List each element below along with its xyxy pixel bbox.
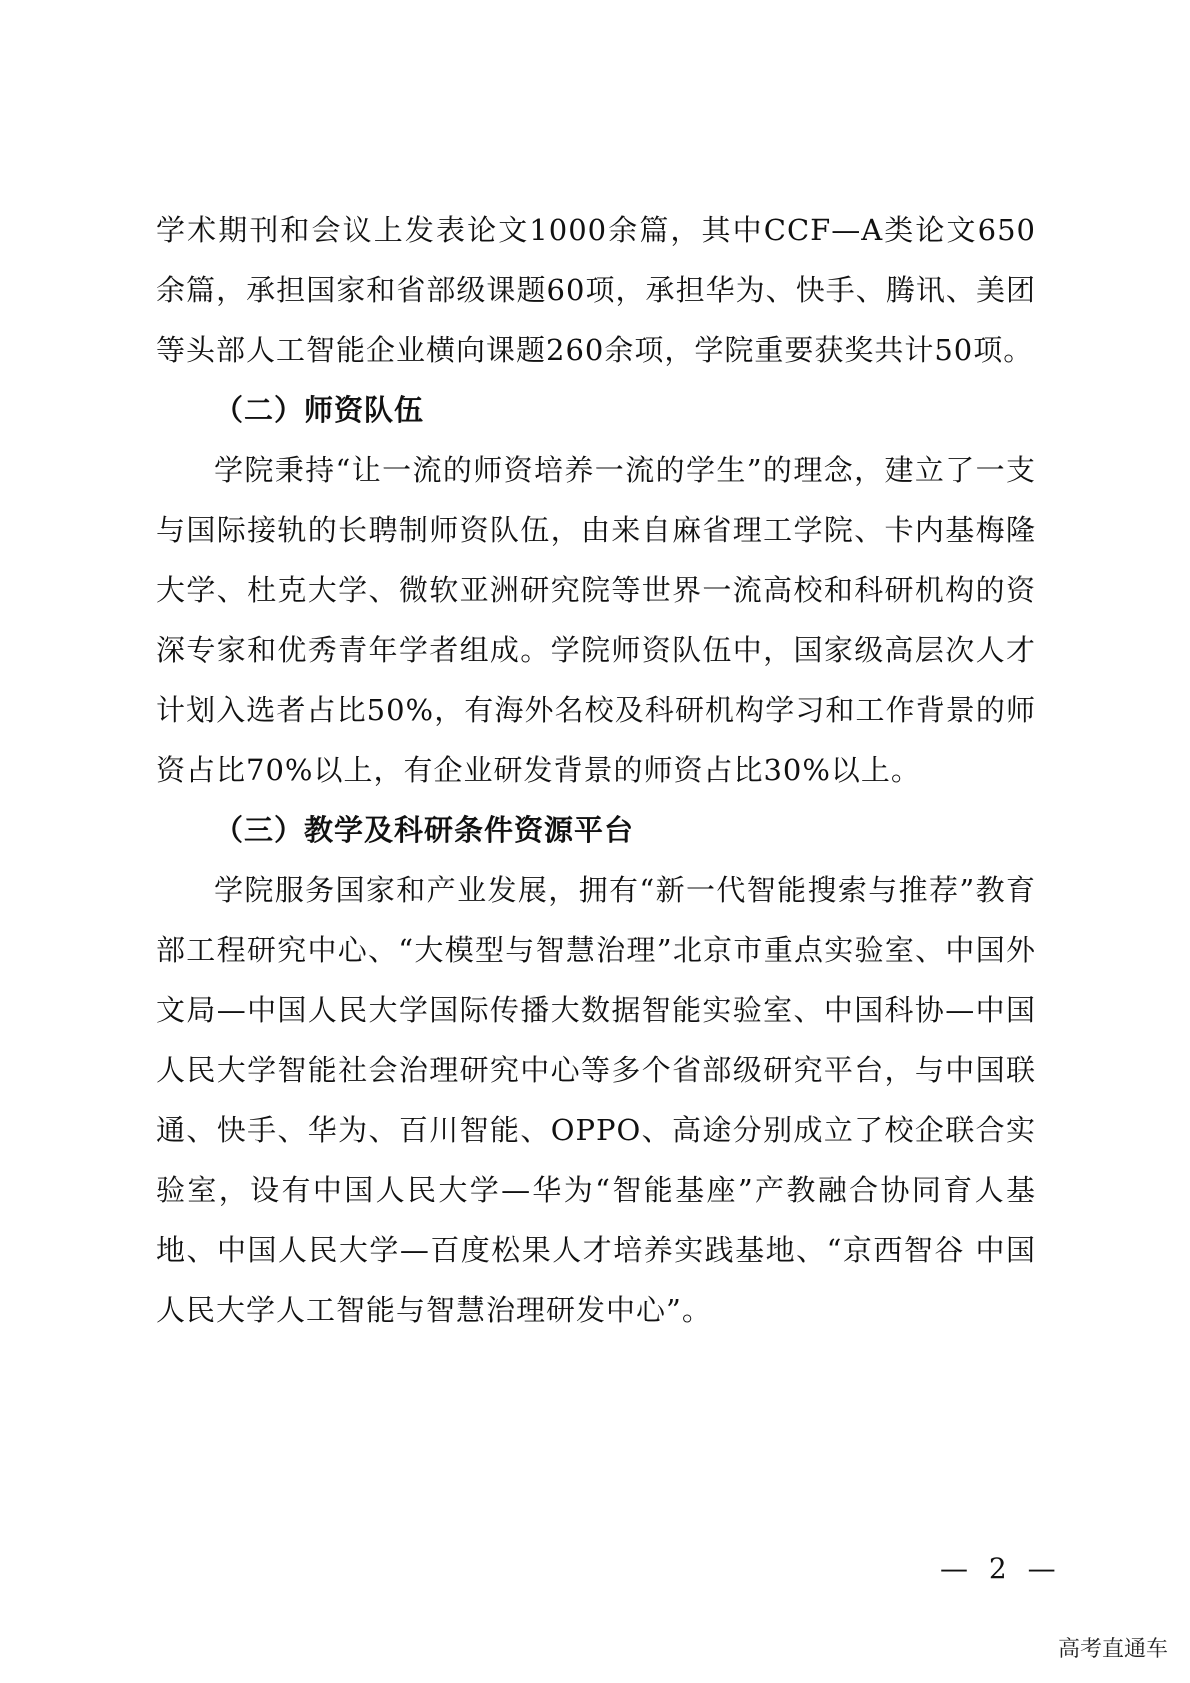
page-number: — 2 — xyxy=(940,1552,1062,1585)
section-heading-faculty: （二）师资队伍 xyxy=(214,393,425,427)
watermark-text: 高考直通车 xyxy=(1057,1637,1168,1662)
section-heading-platforms: （三）教学及科研条件资源平台 xyxy=(214,813,635,847)
paragraph-platforms: 学院服务国家和产业发展，拥有“新一代智能搜索与推荐”教育部工程研究中心、“大模型与智慧治理”北京市重点实验室、中国外文局—中国人民大学国际传播大数据智能实验室、中国科协—中国人民大学智能社会治理研究中心等多个省部级研究平台，与中国联通、快手、华为、百川智能、OPPO、高途分别成立了校企联合实验室，设有中国人民大学—华为“智能基座”产教融合协同育人基地、中国人民大学—百度松果人才培养实践基地、“京西智谷 中国人民大学人工智能与智慧治理研发中心”。 xyxy=(156,873,1036,1327)
document-body xyxy=(156,200,1036,1340)
paragraph-faculty: 学院秉持“让一流的师资培养一流的学生”的理念，建立了一支与国际接轨的长聘制师资队伍，由来自麻省理工学院、卡内基梅隆大学、杜克大学、微软亚洲研究院等世界一流高校和科研机构的资深专家和优秀青年学者组成。学院师资队伍中，国家级高层次人才计划入选者占比50%，有海外名校及科研机构学习和工作背景的师资占比70%以上，有企业研发背景的师资占比30%以上。 xyxy=(156,453,1036,787)
paragraph-continued: 学术期刊和会议上发表论文1000余篇，其中CCF—A类论文650余篇，承担国家和省部级课题60项，承担华为、快手、腾讯、美团等头部人工智能企业横向课题260余项，学院重要获奖共计50项。 xyxy=(156,213,1036,367)
